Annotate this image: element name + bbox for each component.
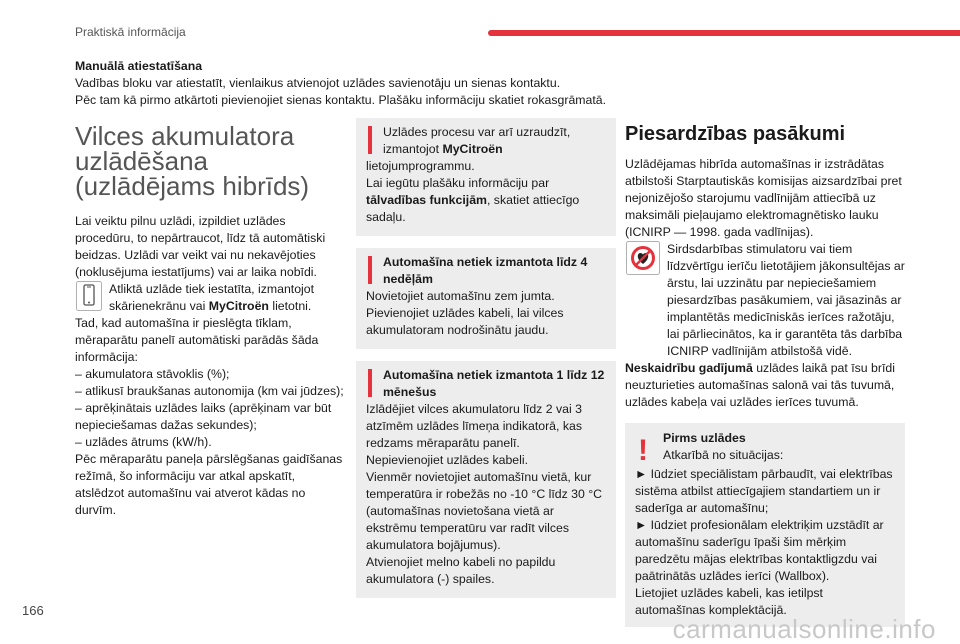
mycitroen-app-name: MyCitroën <box>208 299 269 313</box>
charging-para-3: Pēc mēraparātu paneļa pārslēgšanas gaidīšanas režīmā, šo informāciju var atkal apskatīt, atslēdzot automašīnu vai atverot kādas no durvīm. <box>75 452 343 517</box>
warning-item: ► Iūdziet speciālistam pārbaudīt, vai elektrības sistēma atbilst attiecīgajiem standartiem un ir saderīga ar automašīnu; <box>635 467 893 515</box>
section-header: Praktiskā informācija <box>75 25 186 39</box>
precautions-heading: Piesardzības pasākumi <box>625 123 846 145</box>
column-notes <box>356 118 616 610</box>
page-number: 166 <box>22 603 44 618</box>
watermark: carmanualsonline.info <box>672 614 936 644</box>
intro-line-2: Pēc tam kā pirmo atkārtoti pievienojiet sienas kontaktu. Plašāku informāciju skatiet rokasgrāmatā. <box>75 93 607 107</box>
column-charging <box>75 121 345 519</box>
charging-para-1: Lai veiktu pilnu uzlādi, izpildiet uzlādes procedūru, to nepārtraucot, līdz tā automātiski beidzas. Uzlādi var veikt vai nu nekavējoties (noklusējuma iestatījums) vai ar laika nobīdi. <box>75 214 326 279</box>
warning-line: Atkarībā no situācijas: <box>663 448 784 462</box>
charging-heading: Vilces akumulatora uzlādēšana (uzlādējams hibrīds) <box>75 121 310 201</box>
deferred-charging-row <box>75 281 345 315</box>
intro-line-1: Vadības bloku var atiestatīt, vienlaikus atvienojot uzlādes savienotāju un sienas kontaktu. <box>75 76 561 90</box>
pacemaker-warning-icon <box>625 241 661 275</box>
note-title: Automašīna netiek izmantota līdz 4 nedēļām <box>383 255 588 286</box>
note-unused-12-months <box>356 361 616 598</box>
note-title: Automašīna netiek izmantota 1 līdz 12 mēnešus <box>383 368 605 399</box>
pacemaker-text: Sirdsdarbības stimulatoru vai tiem līdzvērtīgu ierīču lietotājiem jākonsultējas ar ārstu, lai uzzinātu par nepieciešamiem piesardzības pasākumiem, vai jāsazinās ar implantētās medicīniskās ierīces ražotāju, lai pārliecinātos, ka ir garantēta tās darbība ICNIRP vadlīnijām atbilstošā vidē. <box>667 242 905 358</box>
warning-exclamation-icon: ! <box>638 434 648 467</box>
note-body: Nepievienojiet uzlādes kabeli. <box>366 453 529 467</box>
header-accent-bar <box>488 30 960 36</box>
charging-para-2: Tad, kad automašīna ir pieslēgta tīklam, mēraparātu panelī automātiski parādās šāda informācija: <box>75 316 319 364</box>
note-monitoring: Uzlādes procesu var arī uzraudzīt, izmantojot MyCitroën lietojumprogrammu. Lai iegūtu plašāku informāciju par tālvadības funkcijām, skatiet attiecīgo sadaļu. <box>356 118 616 236</box>
smartphone-icon <box>75 281 103 311</box>
note-body: Izlādējiet vilces akumulatoru līdz 2 vai 3 atzīmēm uzlādes līmeņa indikatorā, kas redzams mēraparātu panelī. <box>366 402 582 450</box>
info-bar-icon <box>368 256 372 284</box>
intro-title: Manuālā atiestatīšana <box>75 59 203 73</box>
warning-item: ► Iūdziet profesionālam elektriķim uzstādīt ar automašīnu saderīgu īpaši šim mērķim paredzētu mājas elektrības kontaktligzdu vai paātrinātās uzlādes ierīci (Wallbox). <box>635 518 884 583</box>
info-bar-icon <box>368 369 372 397</box>
precautions-para-1: Uzlādējamas hibrīda automašīnas ir izstrādātas atbilstoši Starptautiskās komisijas aizsardzībai pret nejonizējošo starojumu vadlīnijām attiecībā uz maksimāli pieļaujamo elektromagnētisko lauku (ICNIRP — 1998. gada vadlīnijas). <box>625 157 902 239</box>
info-bar-icon <box>368 126 372 154</box>
note-body: Novietojiet automašīnu zem jumta. Pievienojiet uzlādes kabeli, lai vilces akumulatoram nodrošinātu jaudu. <box>366 289 564 337</box>
column-precautions <box>625 122 905 627</box>
bullet-item: – atlikusī braukšanas autonomija (km vai jūdzes); <box>75 384 344 398</box>
note-body: Atvienojiet melno kabeli no papildu akumulatora (-) spailes. <box>366 555 556 586</box>
bullet-item: – akumulatora stāvoklis (%); <box>75 367 230 381</box>
note-body: Vienmēr novietojiet automašīnu vietā, kur temperatūra ir robežās no -10 °C līdz 30 °C (automašīnas novietošana vietā ar ekstrēmu temperatūru var radīt vilces akumulatora bojājumus). <box>366 470 603 552</box>
deferred-charging-text: Atliktā uzlāde tiek iestatīta, izmantojot skārienekrānu vai MyCitroën lietotni. <box>109 282 315 313</box>
note-unused-4-weeks <box>356 248 616 349</box>
warning-title: Pirms uzlādes <box>663 431 746 445</box>
bullet-item: – uzlādes ātrums (kW/h). <box>75 435 212 449</box>
warning-box <box>625 423 905 627</box>
bullet-item: – aprēķinātais uzlādes laiks (aprēķinam var būt nepieciešamas dažas sekundes); <box>75 401 332 432</box>
pacemaker-row <box>625 241 905 360</box>
precautions-para-2: Neskaidrību gadījumā uzlādes laikā pat īsu brīdi neuzturieties automašīnas salonā vai tās tuvumā, uzlādes kabeļa vai uzlādes ierīces tuvumā. <box>625 361 895 409</box>
warning-item: Lietojiet uzlādes kabeli, kas ietilpst automašīnas komplektācijā. <box>635 586 823 617</box>
intro-block <box>75 58 945 109</box>
